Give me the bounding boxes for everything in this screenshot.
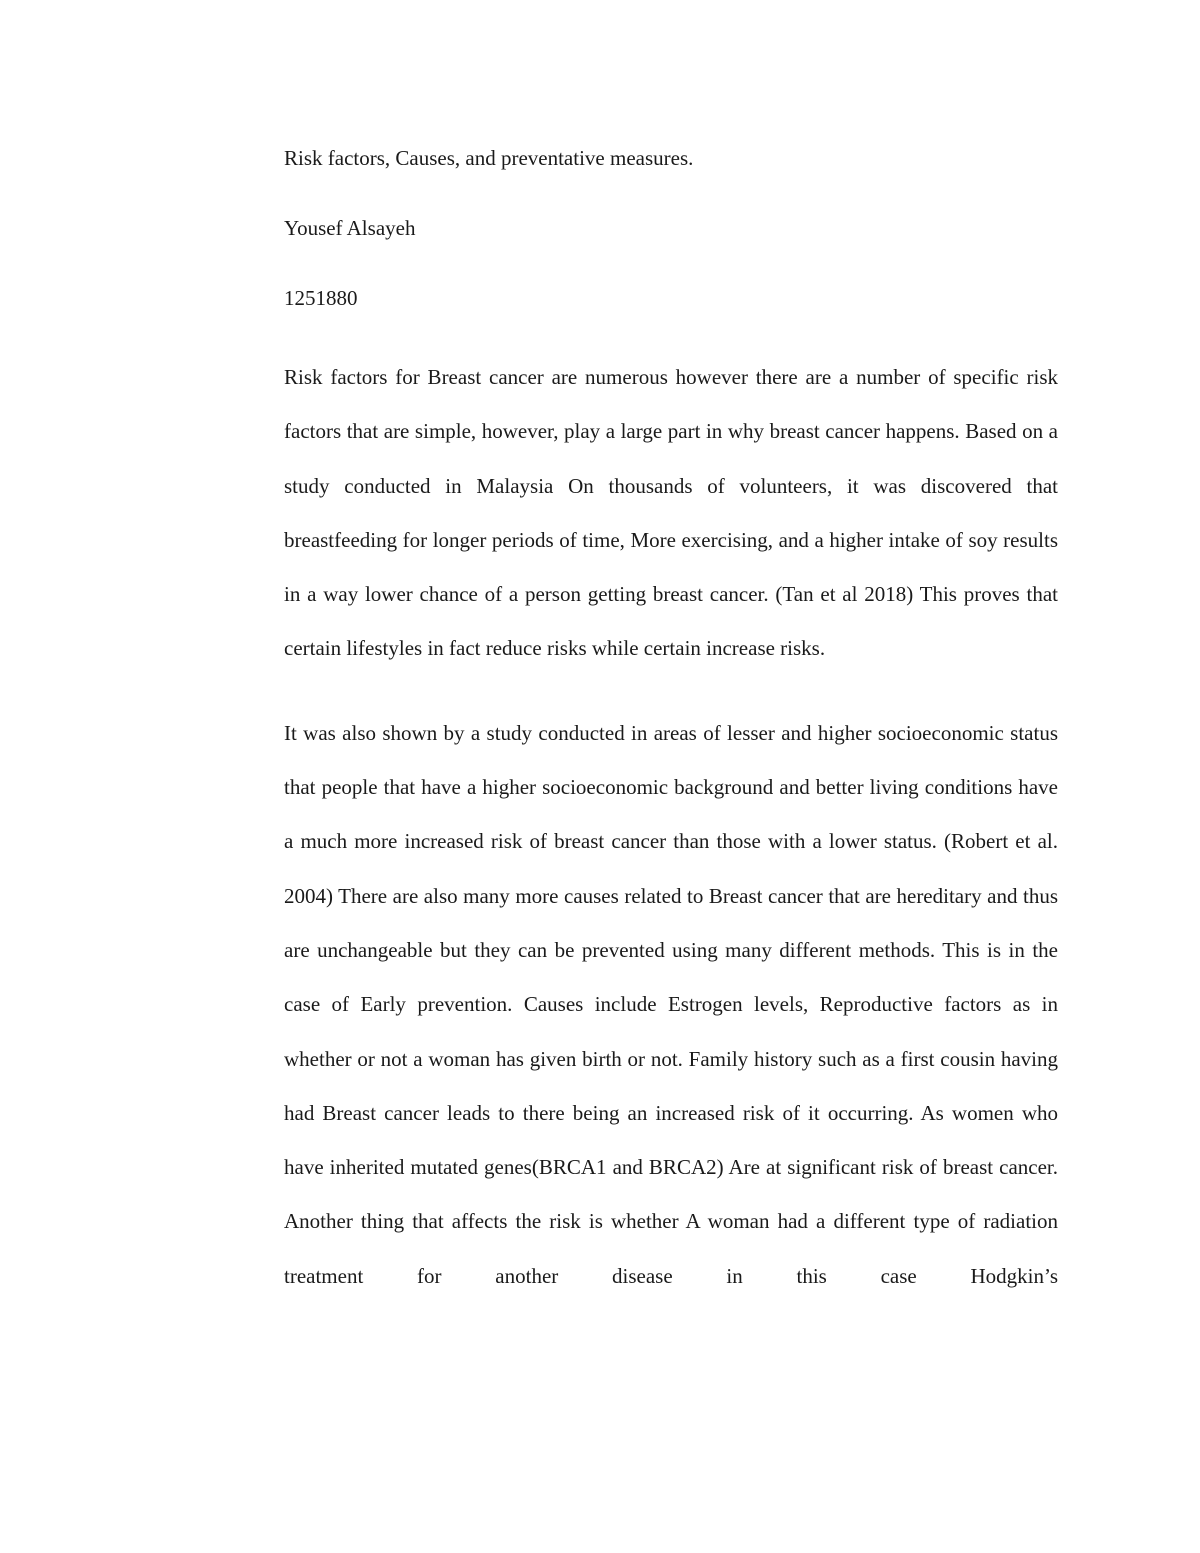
document-title: Risk factors, Causes, and preventative measures. [284,146,694,170]
author-name: Yousef Alsayeh [284,216,416,240]
paragraph-risk-factors: Risk factors for Breast cancer are numerous however there are a number of specific risk factors that are simple, however, play a large part in why breast cancer happens. Based on a study conducted in Malaysia On thousands of volunteers, it was discovered that breastfeeding for longer periods of time, More exercising, and a higher intake of soy results in a way lower chance of a person getting breast cancer. (Tan et al 2018) This proves that certain lifestyles in fact reduce risks while certain increase risks. [284,365,1058,661]
paragraph-socioeconomic-causes: It was also shown by a study conducted in areas of lesser and higher socioeconomic status that people that have a higher socioeconomic background and better living conditions have a much more increased risk of breast cancer than those with a lower status. (Robert et al. 2004) There are also many more causes related to Breast cancer that are hereditary and thus are unchangeable but they can be prevented using many different methods. This is in the case of Early prevention. Causes include Estrogen levels, Reproductive factors as in whether or not a woman has given birth or not. Family history such as a first cousin having had Breast cancer leads to there being an increased risk of it occurring. As women who have inherited mutated genes(BRCA1 and BRCA2) Are at significant risk of breast cancer. Another thing that affects the risk is whether A woman had a different type of radiation treatment for another disease in this case Hodgkin’s [284,720,1058,1288]
student-id: 1251880 [284,286,358,310]
document-body [284,140,1058,1303]
